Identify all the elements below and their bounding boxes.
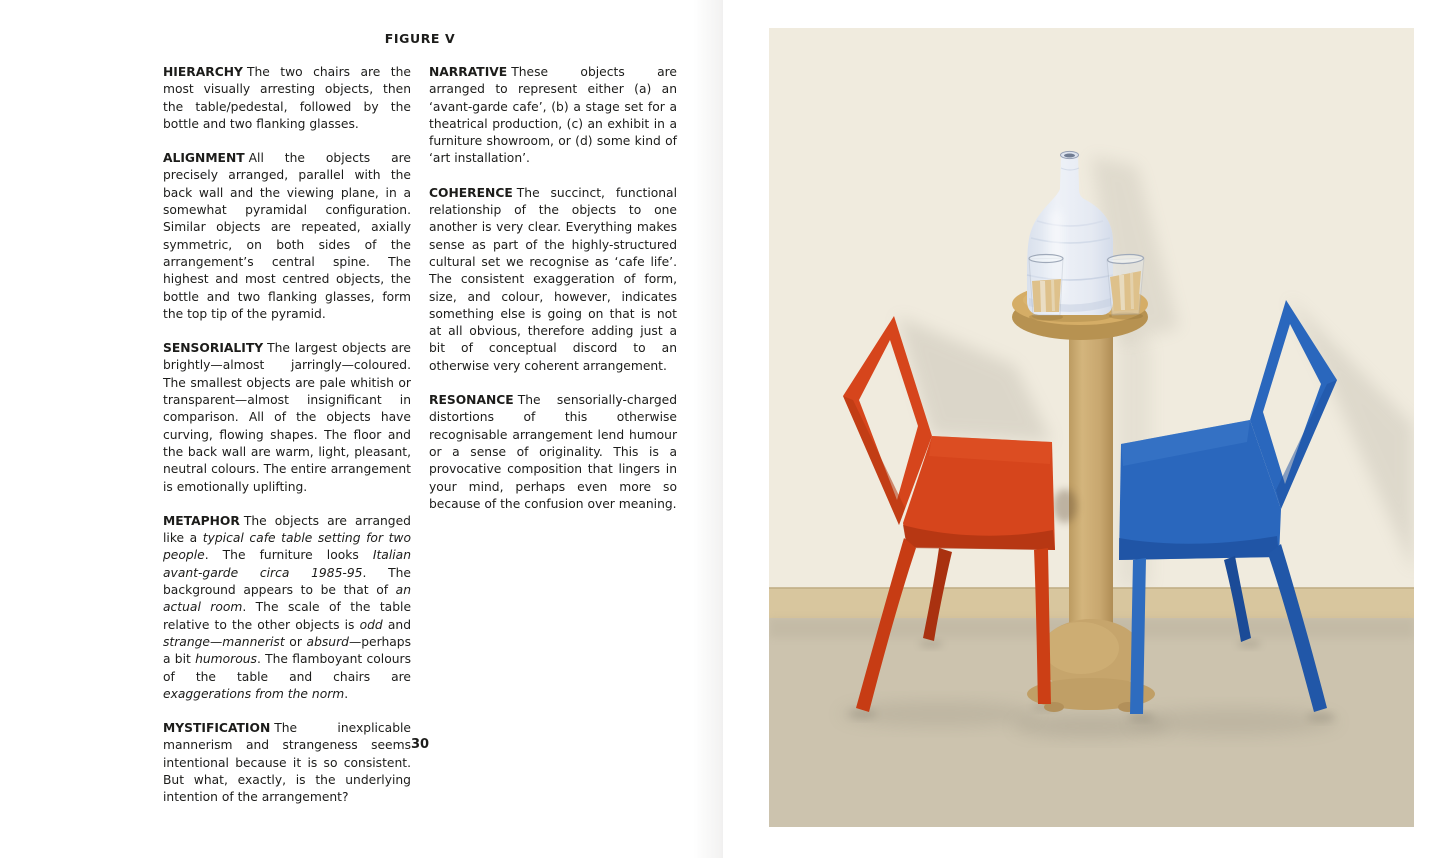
section-keyword: COHERENCE: [429, 185, 513, 200]
left-glass: [1029, 255, 1063, 316]
section-text: The sensorially-charged distortions of this otherwise recognisable arrangement lend humour or a sense of originality. This is a provocative composition that lingers in your mind, perhaps even more so because of the confusion over meaning.: [429, 393, 677, 511]
section-text: The two chairs are the most visually arresting objects, then the table/pedestal, followed by the bottle and two flanking glasses.: [163, 65, 411, 131]
section-text: The inexplicable mannerism and strangeness seems intentional because it is so consistent. But what, exactly, is the underlying intention of the arrangement?: [163, 721, 411, 805]
figure-label: FIGURE V: [384, 31, 456, 46]
section-text: All the objects are precisely arranged, parallel with the back wall and the viewing plane, in a somewhat pyramidal configuration. Similar objects are repeated, axially symmetric, on both sides of the arrangement’s central spine. The highest and most centred objects, the bottle and two flanking glasses, form the top tip of the pyramid.: [163, 151, 411, 321]
section-alignment: [163, 150, 411, 323]
right-glass-body: [1107, 258, 1144, 315]
text-block: [163, 64, 677, 824]
section-mystification: [163, 720, 411, 806]
bottle-mouth-opening: [1064, 154, 1075, 158]
section-keyword: MYSTIFICATION: [163, 721, 271, 736]
pedestal-column-shading: [1069, 324, 1113, 664]
painting: [769, 28, 1414, 827]
seat-shadow-on-column: [1053, 489, 1077, 523]
section-keyword: METAPHOR: [163, 513, 240, 528]
right-page: [723, 0, 1445, 858]
section-text: The succinct, functional relationship of the objects to one another is very clear. Everything makes sense as part of the highly-structured cultural set we recognise as ‘cafe life’. The consistent exaggeration of form, size, and colour, however, indicates something else is going on that is not at all obvious, therefore adding just a bit of conceptual discord to an otherwise very coherent arrangement.: [429, 185, 677, 373]
pedestal-base-highlight: [1043, 622, 1119, 674]
section-resonance: [429, 392, 677, 513]
section-keyword: HIERARCHY: [163, 65, 243, 79]
section-keyword: SENSORIALITY: [163, 341, 264, 356]
right-glass: [1107, 254, 1144, 315]
text-column-left: [163, 64, 411, 824]
section-keyword: NARRATIVE: [429, 65, 508, 79]
section-sensoriality: [163, 340, 411, 496]
section-metaphor: [163, 513, 411, 703]
section-text: The objects are arranged like a typical cafe table setting for two people. The furniture looks Italian avant-garde circa 1985-95. The background appears to be that of an actual room. The scale of the table relative to the other objects is odd and strange—mannerist or absurd—perhaps a bit humorous. The flamboyant colours of the table and chairs are exaggerations from the norm.: [163, 513, 412, 701]
section-coherence: [429, 185, 677, 375]
text-column-right: [429, 64, 677, 824]
section-narrative: [429, 64, 677, 168]
section-text: The largest objects are brightly—almost jarringly—coloured. The smallest objects are pale whitish or transparent—almost insignificant in comparison. All of the objects have curving, flowing shapes. The floor and the back wall are warm, light, pleasant, neutral colours. The entire arrangement is emotionally uplifting.: [163, 341, 411, 494]
section-text: These objects are arranged to represent either (a) an ‘avant-garde cafe’, (b) a stage set for a theatrical production, (c) an exhibit in a furniture showroom, or (d) some kind of ‘art installation’.: [429, 65, 677, 166]
section-keyword: RESONANCE: [429, 393, 514, 408]
left-glass-rim: [1029, 255, 1063, 263]
section-keyword: ALIGNMENT: [163, 151, 245, 166]
section-hierarchy: [163, 64, 411, 133]
left-glass-body: [1029, 258, 1063, 315]
page-number: 30: [410, 737, 430, 752]
